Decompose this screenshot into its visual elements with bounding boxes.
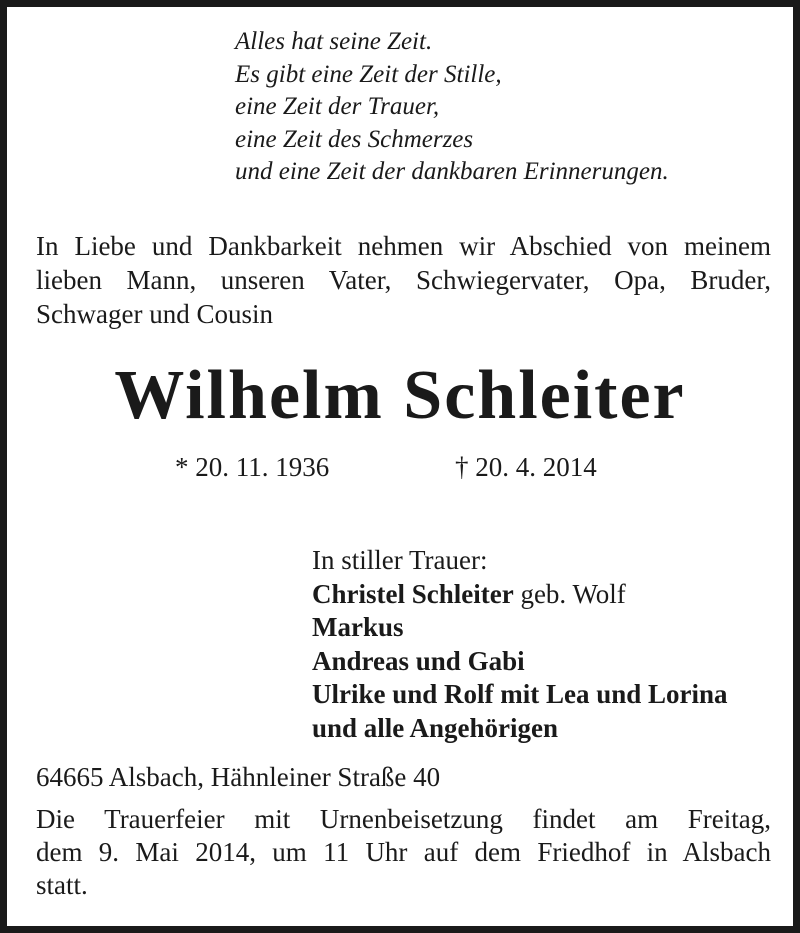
intro-text bbox=[36, 229, 771, 331]
poem-line: eine Zeit des Schmerzes bbox=[235, 125, 474, 153]
ceremony-line: statt. bbox=[36, 870, 88, 900]
mourner-line bbox=[312, 678, 728, 712]
ceremony-line: Die Trauerfeier mit Urnenbeisetzung findet am Freitag, bbox=[36, 804, 771, 834]
mourner-line bbox=[312, 611, 728, 645]
mourner-name: und alle Angehörigen bbox=[312, 712, 559, 743]
poem-line: und eine Zeit der dankbaren Erinnerungen. bbox=[235, 158, 669, 185]
mourner-name: Andreas und Gabi bbox=[312, 645, 525, 676]
mourner-line bbox=[312, 712, 728, 746]
intro-line: In Liebe und Dankbarkeit nehmen wir Abschied von meinem bbox=[36, 231, 771, 261]
mourners-list bbox=[312, 544, 728, 745]
deceased-name: Wilhelm Schleiter bbox=[114, 357, 686, 434]
poem-line: Es gibt eine Zeit der Stille, bbox=[235, 60, 502, 88]
spouse-name: Christel Schleiter bbox=[312, 578, 514, 609]
poem bbox=[235, 26, 669, 189]
mourner-line bbox=[312, 645, 728, 679]
mourner-name: Markus bbox=[312, 612, 404, 642]
poem-line: Alles hat seine Zeit. bbox=[235, 28, 433, 55]
address: 64665 Alsbach, Hähnleiner Straße 40 bbox=[36, 762, 441, 792]
mourner-spouse bbox=[312, 578, 728, 612]
ceremony-text bbox=[36, 803, 771, 902]
mourner-name: Ulrike und Rolf mit Lea und Lorina bbox=[312, 679, 728, 709]
intro-line: lieben Mann, unseren Vater, Schwiegervater, Opa, Bruder, bbox=[36, 265, 771, 295]
ceremony-line: dem 9. Mai 2014, um 11 Uhr auf dem Friedhof in Alsbach bbox=[36, 837, 771, 867]
spouse-maiden-name: geb. Wolf bbox=[513, 578, 626, 609]
birth-date: * 20. 11. 1936 bbox=[175, 452, 330, 482]
intro-line: Schwager und Cousin bbox=[36, 299, 273, 329]
poem-line: eine Zeit der Trauer, bbox=[235, 93, 440, 120]
death-date: † 20. 4. 2014 bbox=[455, 452, 597, 482]
mourners-heading: In stiller Trauer: bbox=[312, 545, 488, 575]
